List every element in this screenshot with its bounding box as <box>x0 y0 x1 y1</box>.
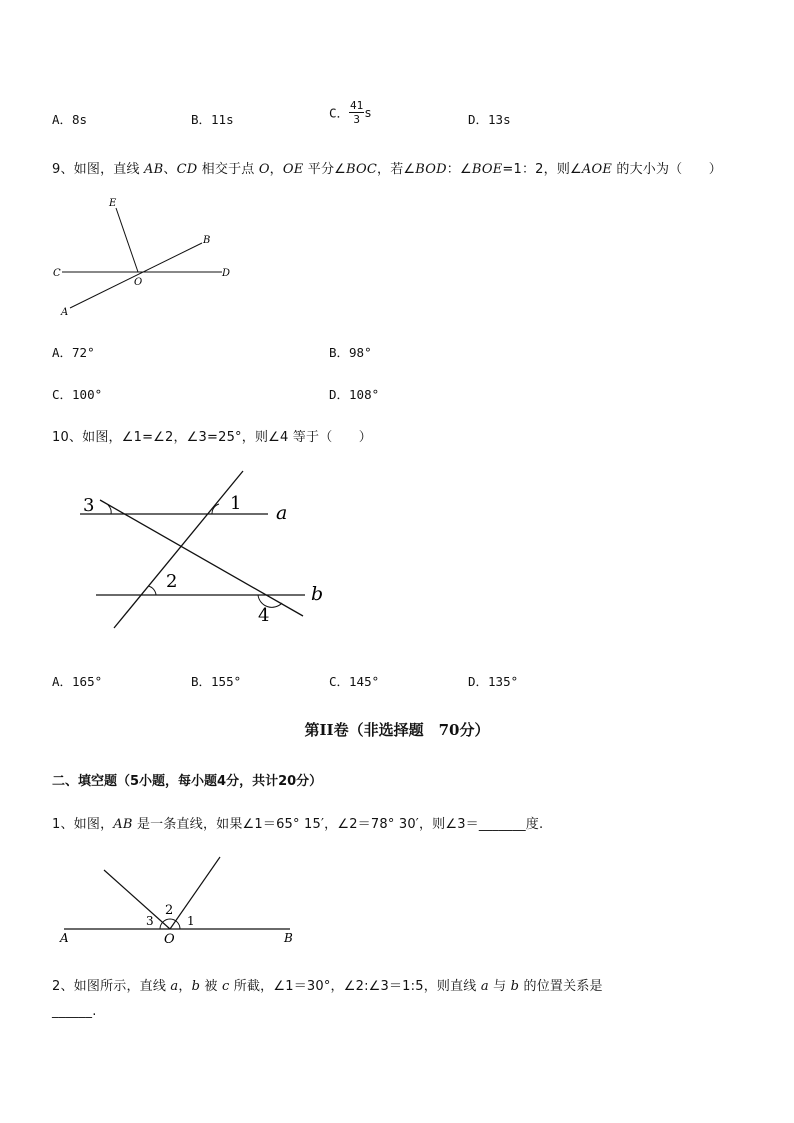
text: 、 <box>163 162 177 177</box>
option-text: 165° <box>72 674 103 689</box>
var: BOC <box>346 162 378 177</box>
angle-label-1: 1 <box>187 914 195 928</box>
option-letter: D． <box>329 387 350 402</box>
option-letter: B． <box>191 112 212 127</box>
label-e: E <box>109 198 117 209</box>
option-text: 135° <box>488 674 519 689</box>
var: BOE <box>471 162 503 177</box>
text: ， <box>269 162 283 177</box>
text: 的位置关系是 <box>519 979 603 994</box>
option-text: 13s <box>488 112 511 127</box>
label-o: O <box>134 277 143 288</box>
text: ：∠ <box>446 162 472 177</box>
option-letter: B． <box>329 345 350 360</box>
part-two-title: 第II卷（非选择题 70分） <box>304 721 490 739</box>
angle-label-3: 3 <box>83 495 95 516</box>
var: c <box>221 979 230 994</box>
line-label-a: a <box>276 502 288 524</box>
option-text: 11s <box>211 112 234 127</box>
angle-label-2: 2 <box>166 571 178 592</box>
fill-blank-section-header: 二、填空题（5小题，每小题4分，共计20分） <box>52 774 323 789</box>
label-b: B <box>203 235 211 246</box>
var: a <box>170 979 179 994</box>
option-letter: B． <box>191 674 212 689</box>
var: AB <box>113 817 133 832</box>
label-a: A <box>61 307 69 318</box>
ray-right <box>170 857 220 929</box>
ray-left <box>104 870 170 929</box>
text: =1：2，则∠ <box>502 162 582 177</box>
var: AOE <box>581 162 613 177</box>
fill-q2-answer-blank[interactable]: ______. <box>52 1004 97 1019</box>
option-letter: D． <box>468 674 489 689</box>
text: ， <box>178 979 192 994</box>
option-letter: C． <box>329 674 350 689</box>
var: CD <box>176 162 198 177</box>
text: 平分∠ <box>303 162 347 177</box>
option-text: 72° <box>72 345 95 360</box>
text: ，若∠ <box>377 162 416 177</box>
var: OE <box>282 162 304 177</box>
angle-label-3: 3 <box>146 914 154 928</box>
fraction-numerator: 41 <box>350 99 364 112</box>
var: AB <box>144 162 164 177</box>
option-letter: A． <box>52 345 73 360</box>
line-label-b: b <box>311 583 324 605</box>
option-text: 108° <box>349 387 380 402</box>
fill-q2-stem <box>52 975 603 994</box>
text: 2、如图所示，直线 <box>52 979 171 994</box>
option-text: 155° <box>211 674 242 689</box>
option-text: 8s <box>72 112 88 127</box>
angle-label-4: 4 <box>258 605 270 626</box>
option-text: 98° <box>349 345 372 360</box>
option-letter: A． <box>52 112 73 127</box>
angle-arc <box>160 919 180 929</box>
var: b <box>191 979 201 994</box>
var: a <box>480 979 489 994</box>
option-text: 100° <box>72 387 103 402</box>
text: 1、如图， <box>52 817 114 832</box>
fraction-denominator: 3 <box>353 113 360 126</box>
var: BOD <box>415 162 447 177</box>
option-letter: D． <box>468 112 489 127</box>
label-a: A <box>60 931 69 945</box>
q10-stem: 10、如图，∠1=∠2，∠3=25°，则∠4 等于（ ） <box>52 430 373 445</box>
var: b <box>510 979 520 994</box>
text: 相交于点 <box>197 162 259 177</box>
option-letter: C． <box>52 387 73 402</box>
var: O <box>258 162 270 177</box>
option-unit: s <box>364 105 372 120</box>
text: 9、如图，直线 <box>52 162 145 177</box>
option-text: 145° <box>349 674 380 689</box>
option-letter: C． <box>329 105 350 121</box>
label-o: O <box>164 932 175 947</box>
text: 被 <box>200 979 222 994</box>
text: 的大小为（ ） <box>612 162 722 177</box>
option-letter: A． <box>52 674 73 689</box>
label-b: B <box>284 931 293 945</box>
angle-label-1: 1 <box>230 493 242 514</box>
text: 是一条直线，如果∠1＝65° 15′，∠2＝78° 30′，则∠3＝_______度. <box>132 817 544 832</box>
text: 与 <box>488 979 511 994</box>
angle-label-2: 2 <box>165 903 174 918</box>
text: 所截，∠1＝30°，∠2:∠3＝1:5，则直线 <box>229 979 481 994</box>
label-d: D <box>222 268 231 279</box>
label-c: C <box>53 268 61 279</box>
